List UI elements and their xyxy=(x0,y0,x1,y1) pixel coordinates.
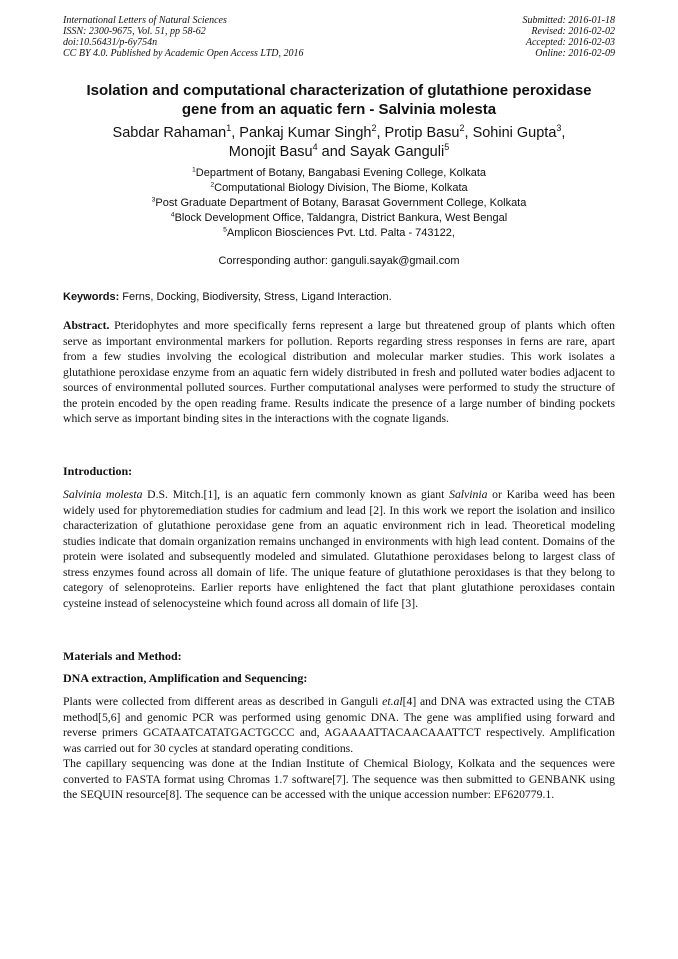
author-affil-marker: 1 xyxy=(226,123,232,134)
title-line-2: gene from an aquatic fern - Salvinia molesta xyxy=(181,101,497,118)
abstract-paragraph xyxy=(63,318,615,427)
keywords-text: Ferns, Docking, Biodiversity, Stress, Ligand Interaction. xyxy=(119,291,392,303)
date-accepted: Accepted: 2016-02-03 xyxy=(525,37,615,48)
author-list: Sabdar Rahaman$^1$, Pankaj Kumar Singh$^2$, Protip Basu$^2$, Sohini Gupta$^3$, Monojit Basu$^4$ and Sayak Ganguli$^5$ xyxy=(112,123,566,160)
title-line-1: Isolation and computational characterization of glutathione peroxidase xyxy=(86,82,592,99)
journal-info xyxy=(63,15,304,59)
keywords xyxy=(63,290,615,305)
affiliation xyxy=(55,211,623,226)
date-submitted: Submitted: 2016-01-18 xyxy=(522,15,615,26)
keywords-label: Keywords: xyxy=(63,291,120,303)
publication-dates xyxy=(523,15,616,59)
intro-text: or Kariba weed has been widely used for phytoremediation studies for cadmium and lead [2]. In this work we report the isolation and insilico characterization of glutathione peroxidase gene from an aquatic environment rich in lead. Theoretical modeling studies indicate that domain organization remains unchanged in environments with high lead content. Domains of the protein were isolated and subsequently modeled and simulated. Glutathione peroxidases belong to largest class of stress enzymes found across all domain of life. The unique feature of glutathione peroxidases is that they belong to category of selenoproteins. Earlier reports have enlightened the fact that plant glutathione peroxidases contain cysteine instead of selenocysteine which found across all domain of life [3]. xyxy=(63,488,615,610)
affiliation xyxy=(55,181,623,196)
introduction-heading: Introduction: xyxy=(63,464,133,478)
genus-name: Salvinia xyxy=(449,488,488,501)
affil-number: 5 xyxy=(223,226,227,234)
abstract-text: Pteridophytes and more specifically ferns represent a large but threatened group of plants which often serve as important environmental markers for pollution. Reports regarding stress responses in ferns are rare, apart from a few studies involving the ecological distribution and molecular marker studies. This work isolates a glutathione peroxidase enzyme from an aquatic fern widely distributed in fresh and polluted water bodies adjacent to sources of environmental polluted sources. Further computational analyses were performed to study the structure of the protein encoded by the open reading frame. Results indicate the presence of a large number of binding pockets which serve as important binding sites in the interactions with the cognate ligands. xyxy=(63,319,615,425)
corresponding-author: Corresponding author: ganguli.sayak@gmail.com xyxy=(218,255,460,267)
methods-text: Plants were collected from different areas as described in Ganguli xyxy=(63,695,383,708)
author: Monojit Basu xyxy=(228,144,313,160)
species-name: Salvinia molesta xyxy=(63,488,143,501)
journal-license: CC BY 4.0. Published by Academic Open Access LTD, 2016 xyxy=(63,48,304,59)
methods-text: [4] and DNA was extracted using the CTAB method[5,6] and genomic PCR was performed using genomic DNA. The gene was amplified using forward and reverse primers GCATAATCATATGACTGCCC and, AGAAAATTACAACAAATTCT respectively. Amplification was carried out for 30 cycles at standard operating conditions. xyxy=(63,695,615,755)
author-affil-marker: 5 xyxy=(444,142,450,153)
abstract-label: Abstract. xyxy=(63,319,110,332)
journal-issn: ISSN: 2300-9675, Vol. 51, pp 58-62 xyxy=(63,26,206,37)
affiliation-list xyxy=(55,166,623,241)
affil-number: 3 xyxy=(151,196,156,204)
paper-title xyxy=(55,81,623,119)
affiliation xyxy=(55,196,623,211)
affiliation xyxy=(55,166,623,181)
affil-number: 2 xyxy=(210,181,215,189)
methods-subheading: DNA extraction, Amplification and Sequencing: xyxy=(63,671,308,685)
author: Sohini Gupta xyxy=(472,125,557,141)
intro-text: D.S. Mitch.[1], is an aquatic fern commonly known as giant xyxy=(142,488,450,501)
author-affil-marker: 2 xyxy=(371,123,377,134)
methods-paragraph-1 xyxy=(63,694,615,756)
affil-text: Block Development Office, Taldangra, District Bankura, West Bengal xyxy=(174,212,508,224)
author: Sabdar Rahaman xyxy=(112,125,227,141)
affil-number: 1 xyxy=(191,166,196,174)
affil-number: 4 xyxy=(170,211,175,219)
affil-text: Post Graduate Department of Botany, Barasat Government College, Kolkata xyxy=(155,197,527,209)
author: Protip Basu xyxy=(384,125,460,141)
journal-name: International Letters of Natural Sciences xyxy=(63,15,227,26)
author-affil-marker: 3 xyxy=(556,123,562,134)
date-revised: Revised: 2016-02-02 xyxy=(531,26,615,37)
author: Sayak Ganguli xyxy=(349,144,445,160)
abstract-section xyxy=(63,318,615,427)
introduction-section xyxy=(63,487,615,611)
author-affil-marker: 4 xyxy=(312,142,318,153)
affil-text: Computational Biology Division, The Biome, Kolkata xyxy=(214,182,468,194)
introduction-paragraph xyxy=(63,487,615,611)
methods-paragraph-2: The capillary sequencing was done at the Indian Institute of Chemical Biology, Kolkata and the sequences were converted to FASTA format using Chromas 1.7 software[7]. The sequence was then submitted to GENBANK using the SEQUIN resource[8]. The sequence can be accessed with the unique accession number: EF620779.1. xyxy=(63,757,615,801)
et-al: et.al xyxy=(382,695,403,708)
affil-text: Department of Botany, Bangabasi Evening College, Kolkata xyxy=(195,167,487,179)
author-affil-marker: 2 xyxy=(459,123,465,134)
date-online: Online: 2016-02-09 xyxy=(535,48,615,59)
author: Pankaj Kumar Singh xyxy=(239,125,372,141)
affil-text: Amplicon Biosciences Pvt. Ltd. Palta - 743122, xyxy=(226,227,455,239)
affiliation xyxy=(55,226,623,241)
journal-doi: doi:10.56431/p-6y754n xyxy=(63,37,158,48)
methods-section xyxy=(63,694,615,803)
methods-heading: Materials and Method: xyxy=(63,649,182,663)
